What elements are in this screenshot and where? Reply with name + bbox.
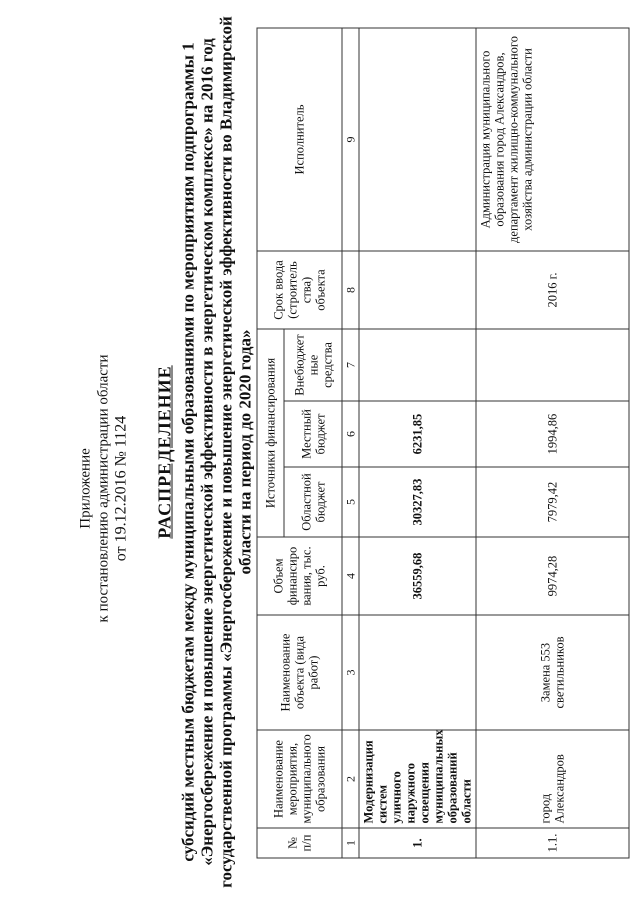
header-regional: Областной бюджет [284,467,342,537]
header-local: Местный бюджет [284,401,342,467]
row-num: 1. [359,828,476,858]
header-executor: Исполнитель [257,28,342,251]
column-number-row [342,28,359,858]
header-object: Наименование объекта (вида работ) [257,615,342,730]
row-regional: 30327,83 [359,467,476,537]
row-num: 1.1. [476,828,629,858]
row-local: 1994,86 [476,401,629,467]
header-sources: Источники финансирования [257,329,284,537]
col-number: 7 [342,329,359,401]
col-number: 1 [342,828,359,858]
distribution-table [257,28,630,859]
title-line-2: «Энергосбережение и повышение энергетической эффективности в энергетическом комплексе» на 2016 год [197,38,217,866]
row-volume: 9974,28 [476,537,629,615]
header-deadline: Срок ввода (строитель ства) объекта [257,251,342,329]
appendix-line-3: от 19.12.2016 № 1124 [112,415,130,562]
row-executor [359,28,476,251]
col-number: 5 [342,467,359,537]
header-measure: Наименование мероприятия, муниципального образования [257,730,342,828]
col-number: 2 [342,730,359,828]
col-number: 3 [342,615,359,730]
title-line-1: субсидий местным бюджетам между муниципальными образованиями по мероприятиям подпрограммы 1 [178,42,198,862]
row-extra [359,329,476,401]
row-extra [476,329,629,401]
appendix-line-2: к постановлению администрации области [95,354,112,623]
row-measure: город Александров [476,730,629,828]
row-deadline [359,251,476,329]
row-local: 6231,85 [359,401,476,467]
table-row [359,28,476,858]
title-heading: РАСПРЕДЕЛЕНИЕ [154,365,175,539]
header-extra: Внебюджет ные средства [284,329,342,401]
row-volume: 36559,68 [359,537,476,615]
col-number: 6 [342,401,359,467]
document-page [1,0,640,905]
appendix-line-1: Приложение [77,448,94,529]
col-number: 8 [342,251,359,329]
title-line-4: области на период до 2020 года» [235,329,255,575]
row-object [359,615,476,730]
col-number: 4 [342,537,359,615]
row-executor: Администрация муниципального образования город Александров, департамент жилищно-коммунального хозяйства администрации области [476,28,629,251]
appendix-note [77,355,131,623]
header-volume: Объем финансиро вания, тыс. руб. [257,537,342,615]
row-measure: Модернизация систем уличного наружного освещения муниципальных образований области [359,730,476,828]
document-title [156,0,255,905]
table-row [476,28,629,858]
table-header-row [257,28,284,858]
row-object: Замена 553 светильников [476,615,629,730]
row-regional: 7979,42 [476,467,629,537]
header-num: № п/п [257,828,342,858]
row-deadline: 2016 г. [476,251,629,329]
col-number: 9 [342,28,359,251]
title-line-3: государственной программы «Энергосбережение и повышение энергетической эффективности во Владимирской [216,16,236,888]
